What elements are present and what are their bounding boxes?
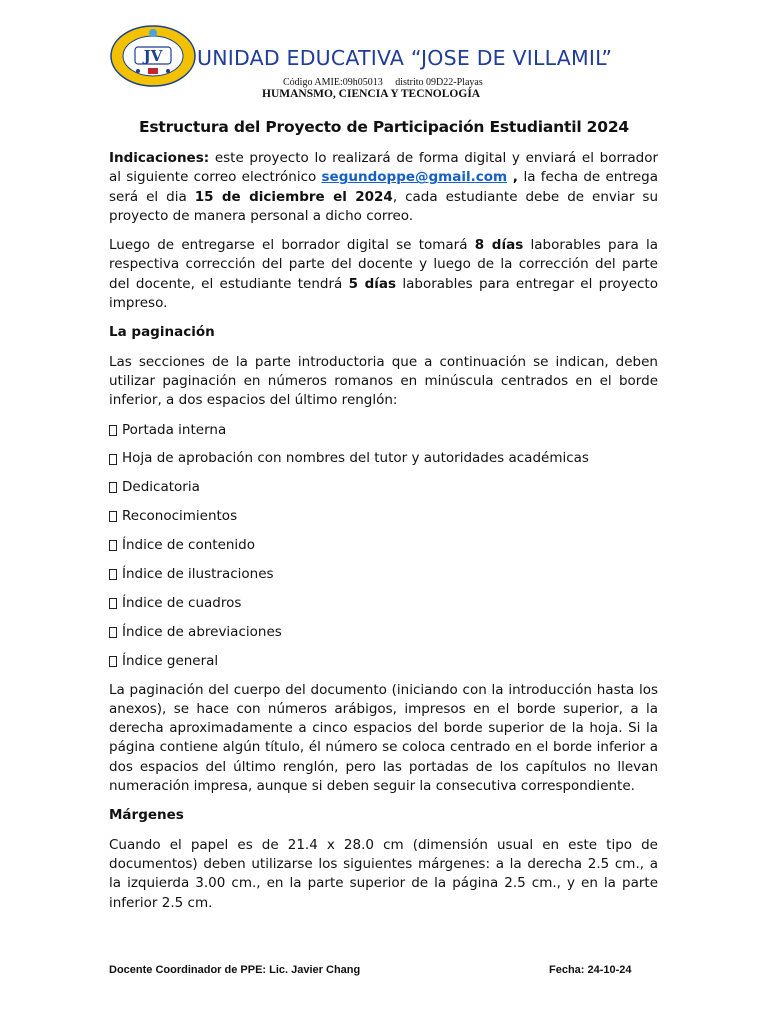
checkbox-bullet-icon <box>109 482 117 493</box>
checkbox-bullet-icon <box>109 511 117 522</box>
list-item-label: Índice de abreviaciones <box>122 623 282 640</box>
list-item <box>109 594 658 613</box>
list-item <box>109 421 658 440</box>
list-item <box>109 478 658 497</box>
plazos-text-b: laborables para la respectiva corrección del parte del docente y luego de la corrección del parte del docente, el estudiante tendrá <box>109 237 658 292</box>
document-title: Estructura del Proyecto de Participación Estudiantil 2024 <box>138 118 629 136</box>
list-item-label: Reconocimientos <box>122 508 238 525</box>
list-item-label: Índice de cuadros <box>122 594 242 611</box>
paragraph-margenes: Cuando el papel es de 21.4 x 28.0 cm (dimensión usual en este tipo de documentos) deben utilizarse los siguientes márgenes: a la derecha 2.5 cm., a la izquierda 3.00 cm., en la parte superior de la página 2.5 cm., y en la parte inferior 2.5 cm. <box>109 836 658 911</box>
school-name: UNIDAD EDUCATIVA “JOSE DE VILLAMIL” <box>197 46 613 70</box>
list-item-label: Hoja de aprobación con nombres del tutor y autoridades académicas <box>122 450 589 467</box>
list-item-label: Índice de contenido <box>122 537 256 554</box>
indicaciones-text-d: , cada estudiante debe de enviar su proyecto de manera personal a dicho correo. <box>109 188 659 224</box>
footer-coordinator: Docente Coordinador de PPE: Lic. Javier Chang <box>109 964 361 976</box>
plazo-dias-2: 5 días <box>348 275 397 292</box>
checkbox-bullet-icon <box>109 454 117 465</box>
indicaciones-text-a: este proyecto lo realizará de forma digital y enviará el borrador al siguiente correo electrónico <box>109 150 658 186</box>
list-item-label: Portada interna <box>122 421 227 438</box>
checkbox-bullet-icon <box>109 425 117 436</box>
email-link[interactable]: segundoppe@gmail.com <box>321 169 508 186</box>
indicaciones-text-c: la fecha de entrega será el dia <box>109 169 659 205</box>
plazo-dias-1: 8 días <box>474 237 524 254</box>
plazos-text-a: Luego de entregarse el borrador digital se tomará <box>109 237 475 254</box>
list-item <box>109 652 658 671</box>
checkbox-bullet-icon <box>109 540 117 551</box>
school-logo-emblem <box>110 25 196 87</box>
list-item <box>109 623 658 642</box>
amie-code-line: Código AMIE:09h05013 distrito 09D22-Playas <box>283 77 483 88</box>
logo-initials: JV <box>143 47 163 65</box>
paragraph-paginacion-intro: Las secciones de la parte introductoria que a continuación se indican, deben utilizar paginación en números romanos en minúscula centrados en el borde inferior, a dos espacios del último renglón: <box>109 353 658 409</box>
list-item <box>109 507 658 526</box>
checkbox-bullet-icon <box>109 569 117 580</box>
delivery-date: 15 de diciembre el 2024 <box>194 188 393 205</box>
indicaciones-label: Indicaciones: <box>109 150 210 166</box>
indicaciones-text-b: , <box>507 169 524 186</box>
heading-paginacion: La paginación <box>109 324 215 341</box>
list-item-label: Índice general <box>122 652 219 669</box>
footer-date: Fecha: 24-10-24 <box>549 964 632 976</box>
school-motto: HUMANSMO, CIENCIA Y TECNOLOGÍA <box>262 88 481 100</box>
list-item-label: Índice de ilustraciones <box>122 566 274 583</box>
list-item <box>109 565 658 584</box>
heading-margenes: Márgenes <box>109 807 184 824</box>
introductory-sections-list <box>109 421 658 671</box>
school-logo <box>110 25 196 87</box>
checkbox-bullet-icon <box>109 598 117 609</box>
list-item-label: Dedicatoria <box>122 479 200 496</box>
list-item <box>109 536 658 555</box>
paragraph-plazos <box>109 236 658 313</box>
list-item <box>109 449 658 468</box>
checkbox-bullet-icon <box>109 656 117 667</box>
paragraph-paginacion-cuerpo: La paginación del cuerpo del documento (iniciando con la introducción hasta los anexos), se hace con números arábigos, impresos en el borde superior, a la derecha aproximadamente a cinco espacios del borde superior de la hoja. Si la página contiene algún título, él número se coloca centrado en el borde inferior a dos espacios del último renglón, pero las portadas de los capítulos no llevan numeración impresa, aunque si deben seguir la consecutiva correspondiente. <box>109 681 658 795</box>
checkbox-bullet-icon <box>109 627 117 638</box>
paragraph-indicaciones <box>109 149 658 226</box>
document-body <box>109 149 658 923</box>
plazos-text-c: laborables para entregar el proyecto impreso. <box>109 275 658 312</box>
